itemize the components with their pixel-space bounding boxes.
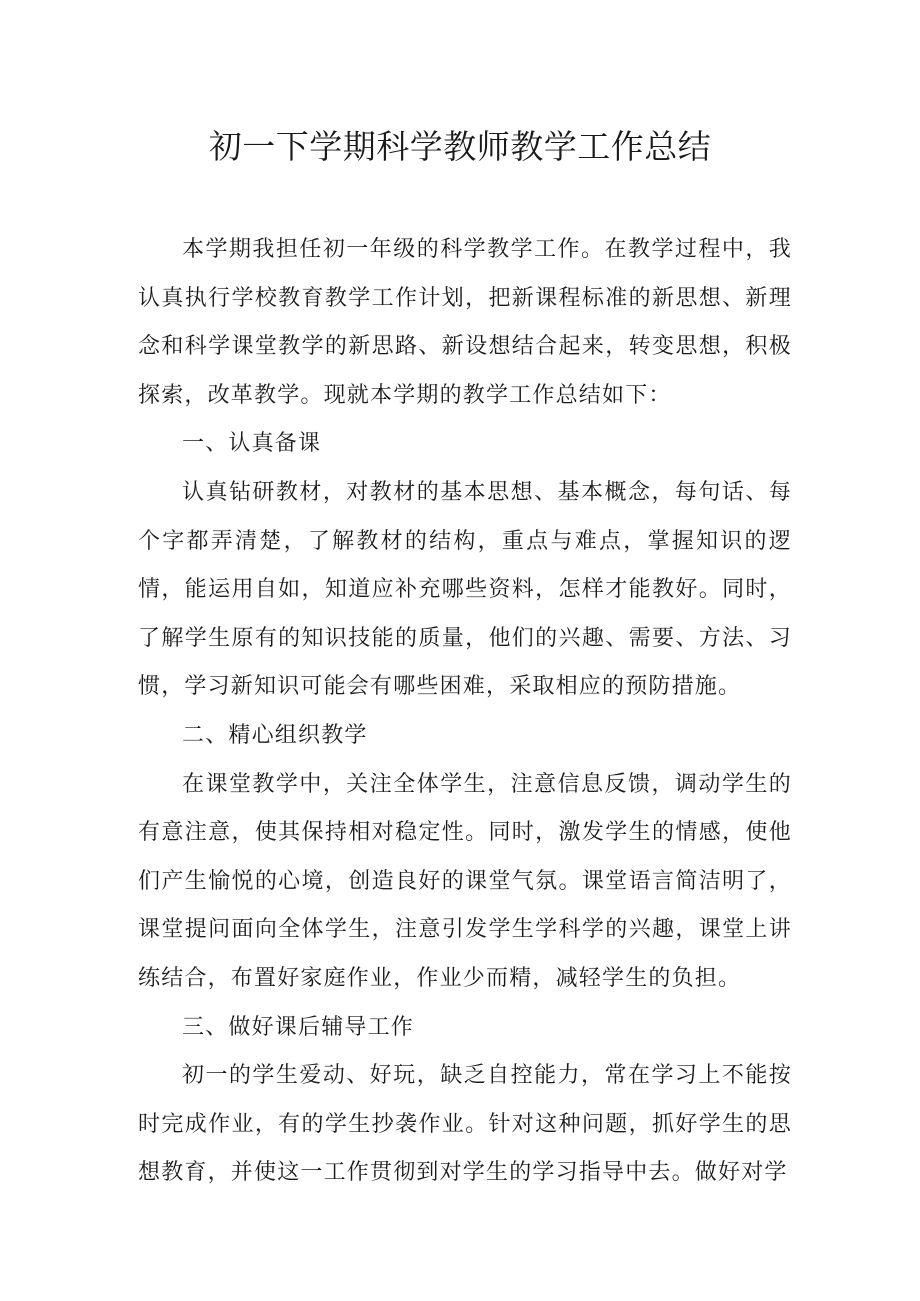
section-heading-3: 三、做好课后辅导工作 [182, 1014, 415, 1040]
section-2-paragraph: 在课堂教学中，关注全体学生，注意信息反馈，调动学生的有意注意，使其保持相对稳定性。同时，激发学生的情感，使他们产生愉悦的心境，创造良好的课堂气氛。课堂语言简洁明了，课堂提问面向全体学生，注意引发学生学科学的兴趣，课堂上讲练结合，布置好家庭作业，作业少而精，减轻学生的负担。 [138, 771, 792, 991]
section-3-paragraph: 初一的学生爱动、好玩，缺乏自控能力，常在学习上不能按时完成作业，有的学生抄袭作业。针对这种问题，抓好学生的思想教育，并使这一工作贯彻到对学生的学习指导中去。做好对学 [138, 1063, 792, 1186]
section-heading-1: 一、认真备课 [182, 431, 322, 457]
section-heading-2: 二、精心组织教学 [182, 722, 368, 748]
document-body [138, 226, 792, 1198]
intro-paragraph: 本学期我担任初一年级的科学教学工作。在教学过程中，我认真执行学校教育教学工作计划，把新课程标准的新思想、新理念和科学课堂教学的新思路、新设想结合起来，转变思想，积极探索，改革教学。现就本学期的教学工作总结如下： [138, 237, 792, 408]
document-title: 初一下学期科学教师教学工作总结 [208, 127, 712, 166]
section-1-paragraph: 认真钻研教材，对教材的基本思想、基本概念，每句话、每个字都弄清楚，了解教材的结构，重点与难点，掌握知识的逻情，能运用自如，知道应补充哪些资料，怎样才能教好。同时，了解学生原有的知识技能的质量，他们的兴趣、需要、方法、习惯，学习新知识可能会有哪些困难，采取相应的预防措施。 [138, 479, 792, 700]
